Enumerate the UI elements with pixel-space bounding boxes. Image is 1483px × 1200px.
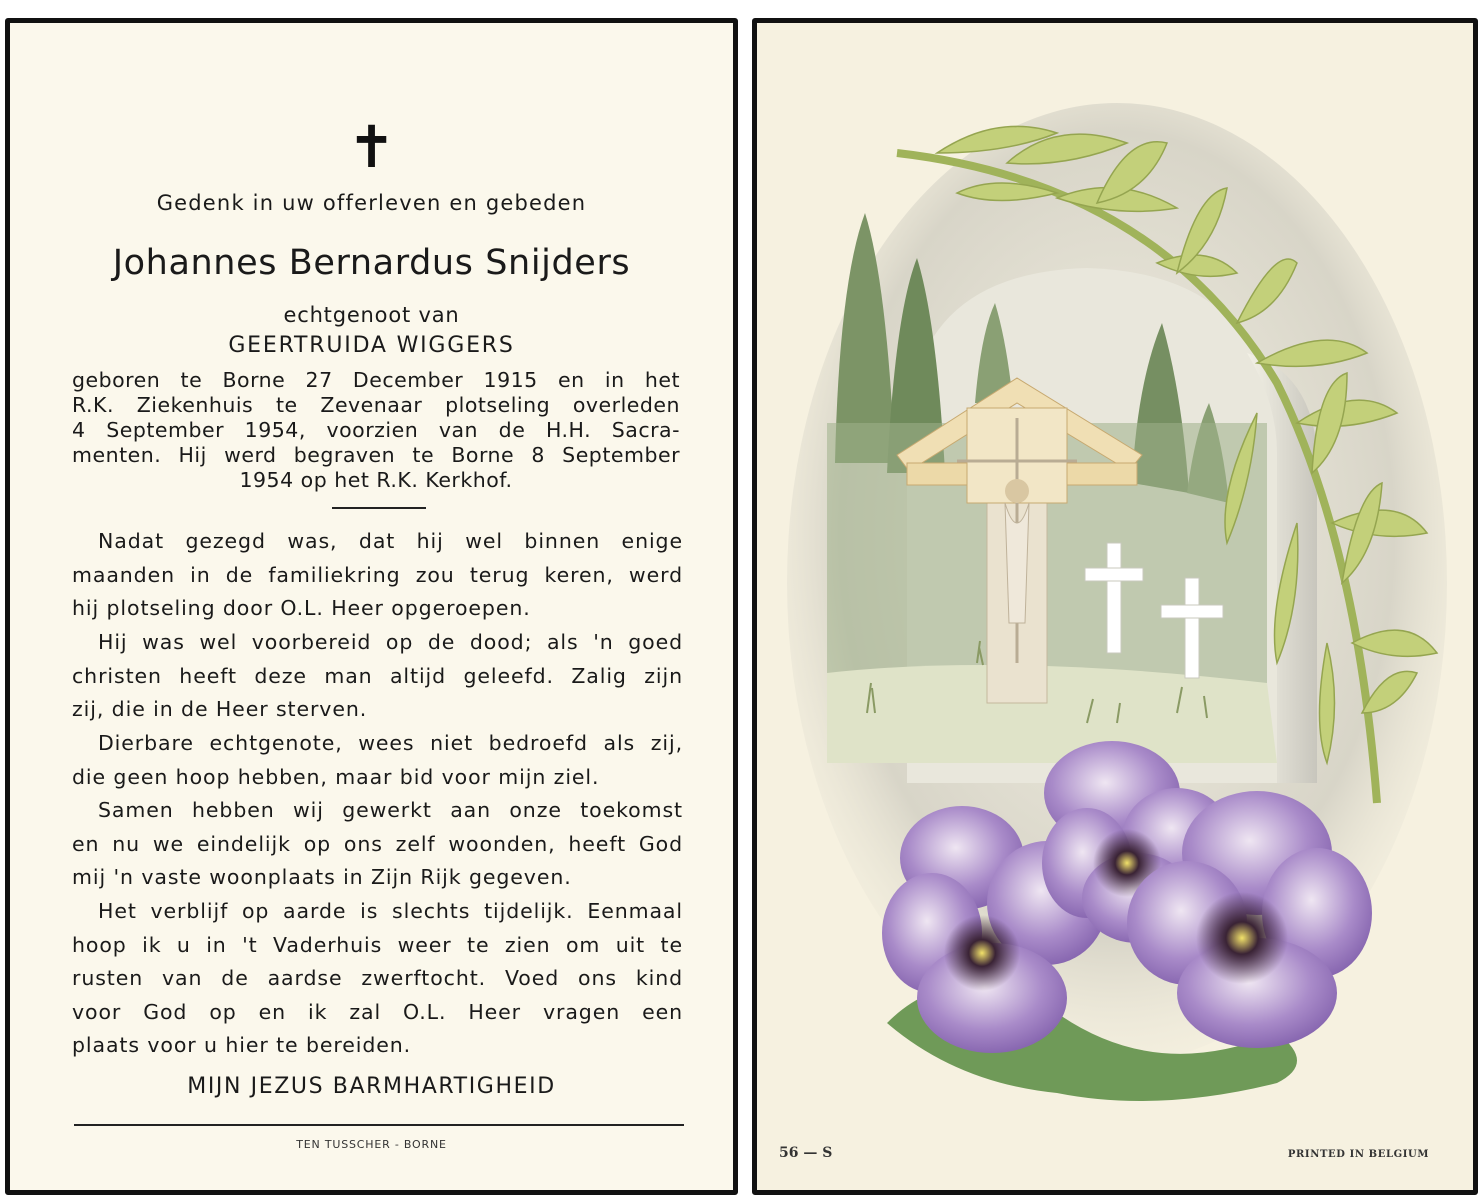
biography	[72, 368, 680, 493]
paragraph-line: Hij was wel voorbereid op de dood; als 'n goed	[98, 630, 683, 654]
paragraph-line: Het verblijf op aarde is slechts tijdelijk. Eenmaal	[98, 899, 683, 923]
footer-divider	[74, 1124, 684, 1126]
deceased-name: Johannes Bernardus Snijders	[112, 243, 631, 283]
paragraph-line: hoop ik u in 't Vaderhuis weer te zien om uit te	[72, 932, 683, 957]
memorial-card-picture-side	[752, 18, 1478, 1195]
paragraph	[72, 794, 683, 895]
paragraph-line: Nadat gezegd was, dat hij wel binnen enige	[98, 529, 683, 553]
closing-motto: MIJN JEZUS BARMHARTIGHEID	[187, 1074, 556, 1099]
memorial-card-text-side	[5, 18, 738, 1195]
divider	[332, 507, 426, 509]
bio-line: menten. Hij werd begraven te Borne 8 September	[72, 443, 680, 467]
paragraph-line: rusten van de aardse zwerftocht. Voed ons kind	[72, 966, 683, 991]
paragraph-line: Dierbare echtgenote, wees niet bedroefd als zij,	[98, 731, 683, 755]
paragraph-line: en nu we eindelijk op ons zelf woonden, heeft God	[72, 831, 683, 856]
paragraph-line: plaats voor u hier te bereiden.	[72, 1033, 412, 1058]
paragraph-line: christen heeft deze man altijd geleefd. Zalig zijn	[72, 663, 683, 688]
spouse-relation: echtgenoot van	[283, 303, 460, 327]
intro-line: Gedenk in uw offerleven en gebeden	[156, 191, 587, 215]
paragraph-line: voor God op en ik zal O.L. Heer vragen een	[72, 999, 683, 1024]
printed-in-label: PRINTED IN BELGIUM	[1287, 1149, 1429, 1160]
printer-credit: TEN TUSSCHER - BORNE	[296, 1138, 447, 1151]
bio-line: 1954 op het R.K. Kerkhof.	[239, 468, 513, 492]
paragraph	[72, 626, 683, 727]
bio-line: R.K. Ziekenhuis te Zevenaar plotseling overleden	[72, 393, 680, 417]
paragraph-line: Samen hebben wij gewerkt aan onze toekomst	[98, 798, 683, 822]
cross-icon: ✝	[347, 113, 396, 181]
paragraph	[72, 525, 683, 626]
paragraph-line: hij plotseling door O.L. Heer opgeroepen.	[72, 596, 531, 621]
paragraph-line: mij 'n vaste woonplaats in Zijn Rijk gegeven.	[72, 865, 572, 890]
devotional-illustration	[757, 23, 1473, 1190]
paragraph	[72, 895, 683, 1063]
grass	[827, 665, 1277, 763]
paragraph	[72, 727, 683, 794]
spouse-name: GEERTRUIDA WIGGERS	[228, 333, 515, 358]
paragraph-line: maanden in de familiekring zou terug keren, werd	[72, 562, 683, 587]
bio-line: 4 September 1954, voorzien van de H.H. Sacra-	[72, 418, 680, 442]
paragraph-line: die geen hoop hebben, maar bid voor mijn ziel.	[72, 764, 600, 789]
series-code: 56 — S	[779, 1145, 833, 1161]
bio-line: geboren te Borne 27 December 1915 en in het	[72, 368, 680, 392]
paragraph-line: zij, die in de Heer sterven.	[72, 697, 368, 722]
